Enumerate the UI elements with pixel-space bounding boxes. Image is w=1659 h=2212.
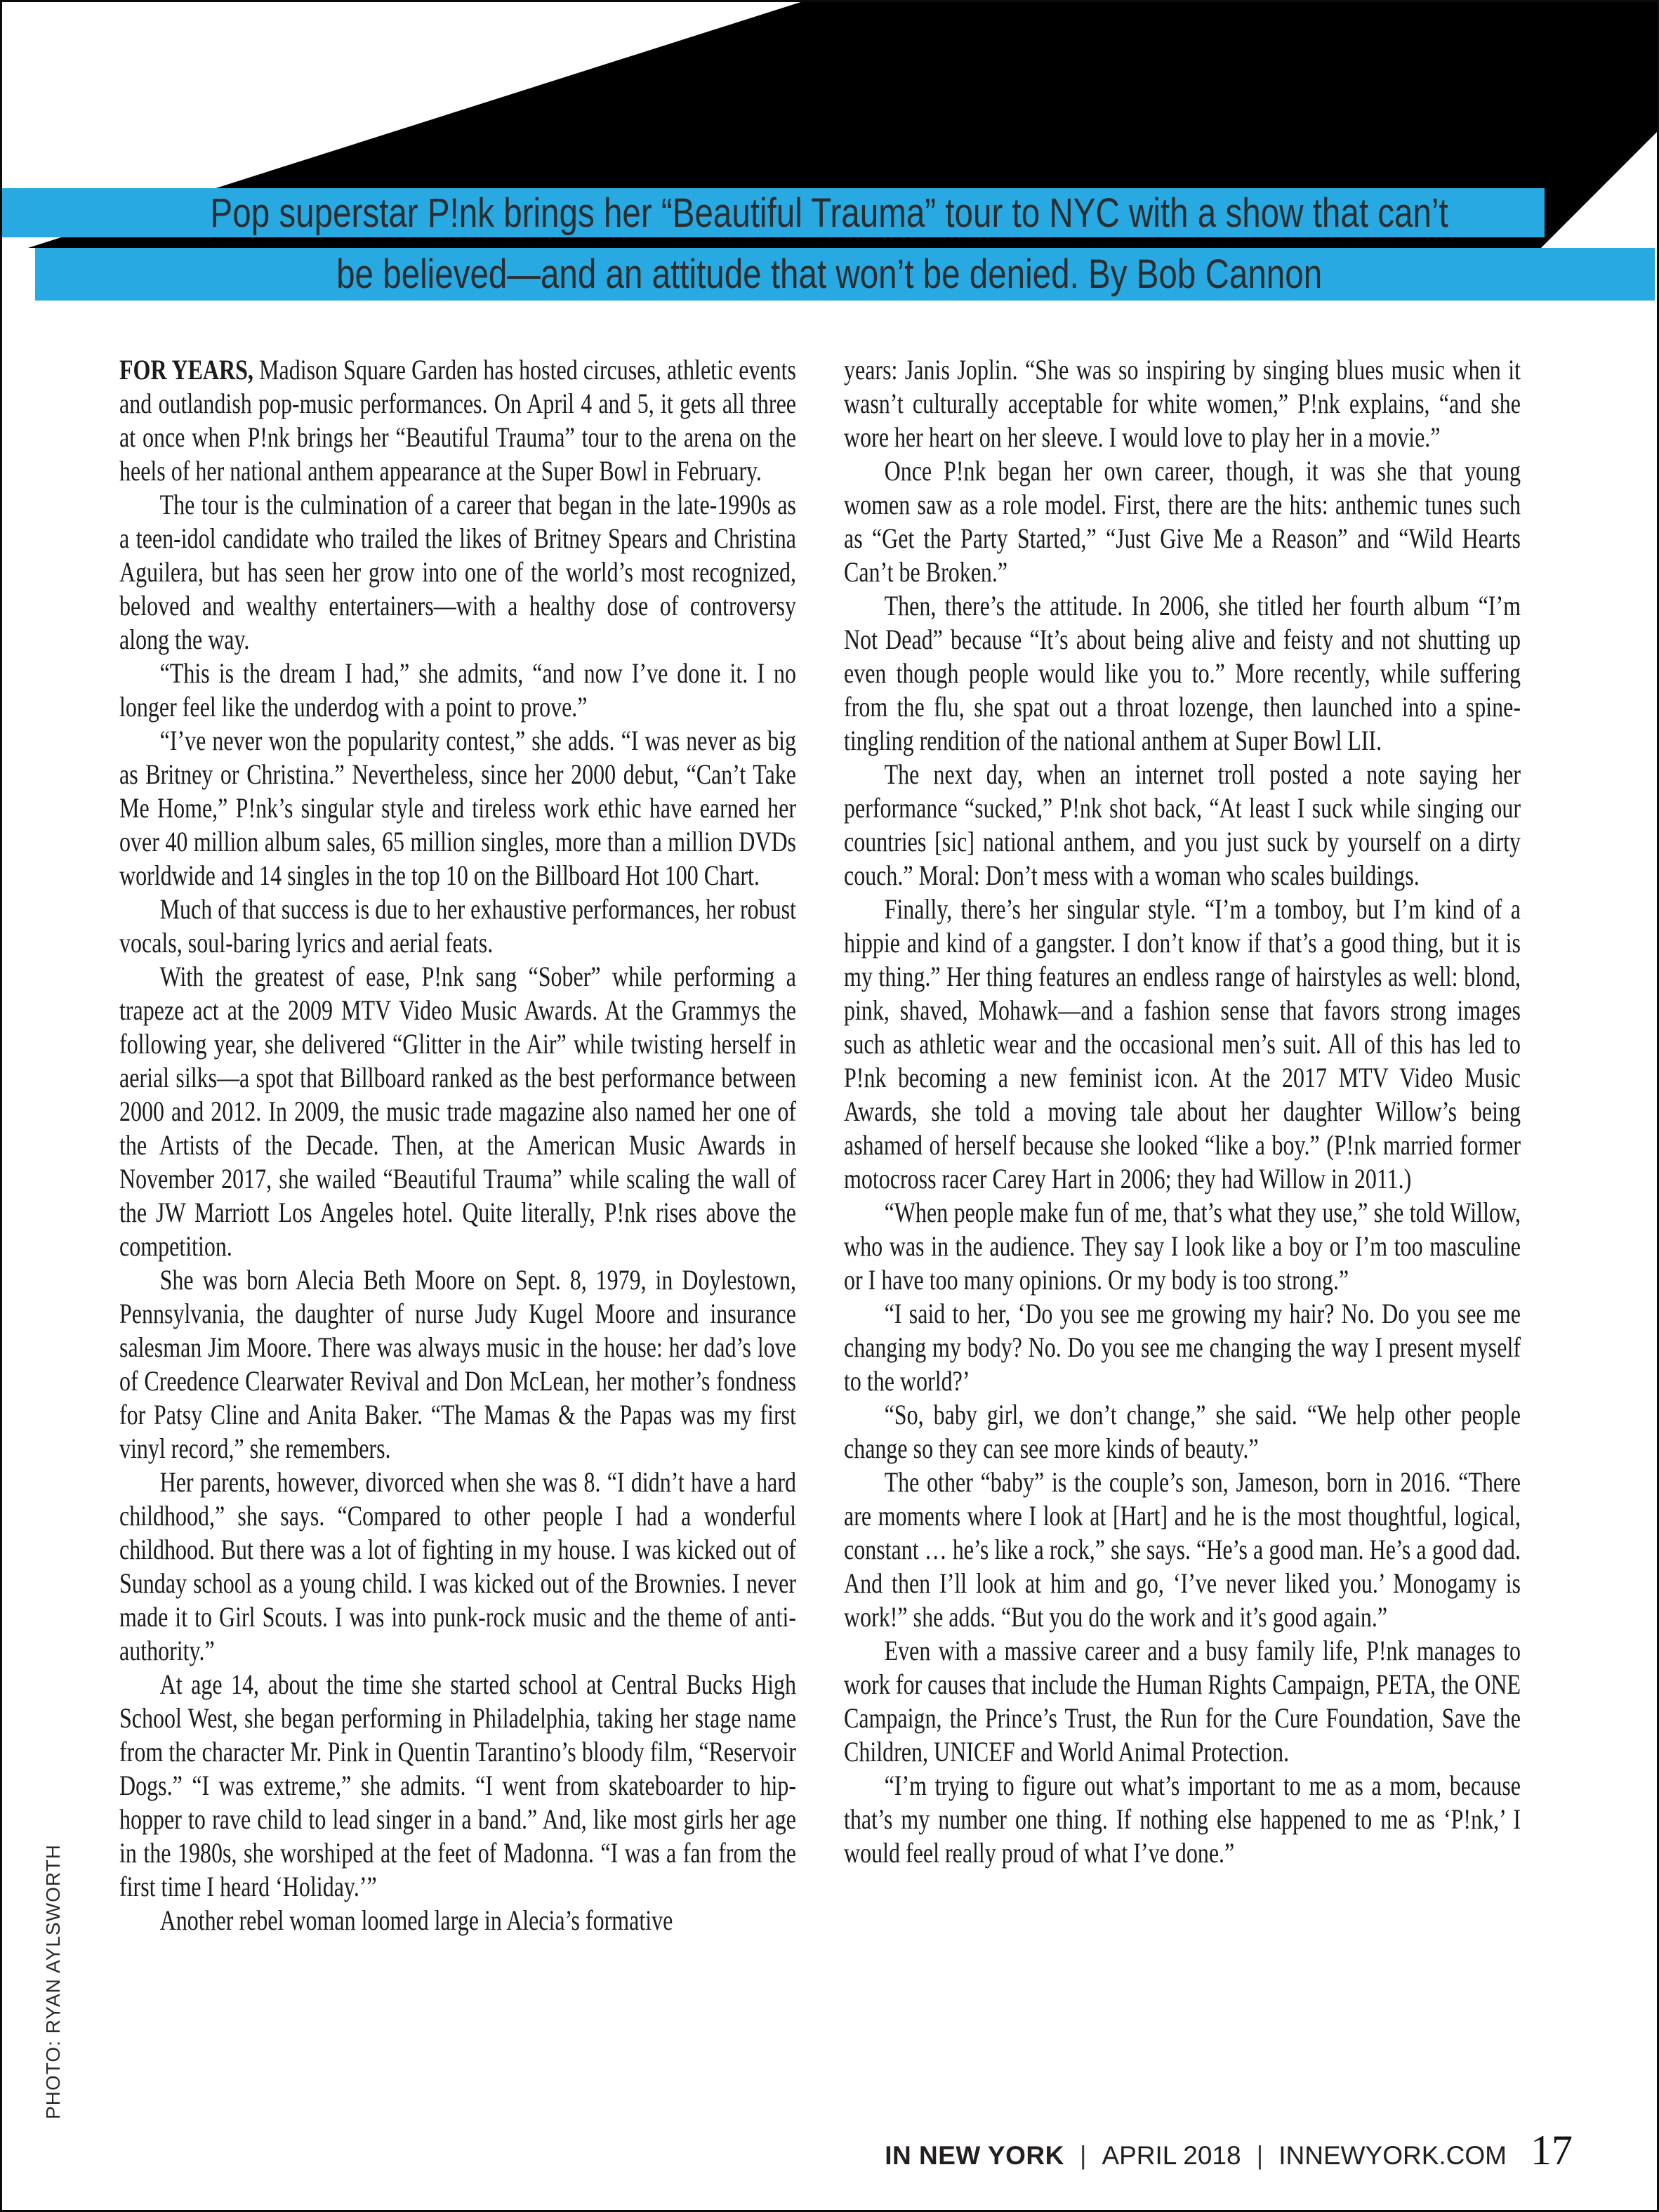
paragraph: The other “baby” is the couple’s son, Jameson, born in 2016. “There are moments where I look at [Hart] and he is the most thoughtful, logical, constant … he’s like a rock,” she says. “He’s a good man. He’s a good dad. And then I’ll look at him and go, ‘I’ve never liked you.’ Monogamy is work!” she adds. “But you do the work and it’s good again.” bbox=[844, 1466, 1521, 1633]
paragraph: “I’ve never won the popularity contest,” she adds. “I was never as big as Britney or Christina.” Nevertheless, since her 2000 debut, “Can’t Take Me Home,” P!nk’s singular style and tireless work ethic have earned her over 40 million album sales, 65 million singles, more than a million DVDs worldwide and 14 singles in the top 10 on the Billboard Hot 100 Chart. bbox=[119, 725, 797, 891]
lead-phrase: FOR YEARS, bbox=[119, 354, 253, 386]
paragraph: “I’m trying to figure out what’s important to me as a mom, because that’s my number one thing. If nothing else happened to me as ‘P!nk,’ I would feel really proud of what I’ve done.” bbox=[844, 1770, 1521, 1869]
headline-line-1: Pop superstar P!nk brings her “Beautiful Trauma” tour to NYC with a show that can’t bbox=[210, 190, 1449, 236]
footer-separator: | bbox=[1079, 2141, 1087, 2170]
photo-credit: PHOTO: RYAN AYLSWORTH bbox=[42, 1844, 64, 2119]
paragraph: Much of that success is due to her exhaustive performances, her robust vocals, soul-baring lyrics and aerial feats. bbox=[119, 893, 797, 959]
paragraph-text: Madison Square Garden has hosted circuses, athletic events and outlandish pop-music performances. On April 4 and 5, it gets all three at once when P!nk brings her “Beautiful Trauma” tour to the arena on the heels of her national anthem appearance at the Super Bowl in February. bbox=[119, 354, 796, 487]
magazine-title: IN NEW YORK bbox=[885, 2141, 1064, 2170]
paragraph: Her parents, however, divorced when she was 8. “I didn’t have a hard childhood,” she says. “Compared to other people I had a wonderful childhood. But there was a lot of fighting in my house. I was kicked out of Sunday school as a young child. I was kicked out of the Brownies. I never made it to Girl Scouts. I was into punk-rock music and the theme of anti-authority.” bbox=[119, 1466, 797, 1666]
paragraph: years: Janis Joplin. “She was so inspiring by singing blues music when it wasn’t culturally acceptable for white women,” P!nk explains, “and she wore her heart on her sleeve. I would love to play her in a movie.” bbox=[844, 354, 1521, 453]
paragraph: The next day, when an internet troll posted a note saying her performance “sucked,” P!nk shot back, “At least I suck while singing our countries [sic] national anthem, and you just suck by yourself on a dirty couch.” Moral: Don’t mess with a woman who scales buildings. bbox=[844, 758, 1521, 891]
paragraph: “So, baby girl, we don’t change,” she said. “We help other people change so they can see more kinds of beauty.” bbox=[844, 1399, 1521, 1464]
paragraph-lead bbox=[119, 353, 796, 488]
paragraph: With the greatest of ease, P!nk sang “Sober” while performing a trapeze act at the 2009 MTV Video Music Awards. At the Grammys the following year, she delivered “Glitter in the Air” while twisting herself in aerial silks—a spot that Billboard ranked as the best performance between 2000 and 2012. In 2009, the music trade magazine also named her one of the Artists of the Decade. Then, at the American Music Awards in November 2017, she wailed “Beautiful Trauma” while scaling the wall of the JW Marriott Los Angeles hotel. Quite literally, P!nk rises above the competition. bbox=[119, 961, 797, 1262]
website-url: INNEWYORK.COM bbox=[1278, 2141, 1507, 2170]
article-left-column bbox=[119, 353, 796, 1937]
paragraph: “I said to her, ‘Do you see me growing my hair? No. Do you see me changing my body? No. Do you see me changing the way I present myself to the world?’ bbox=[844, 1298, 1521, 1397]
paragraph: The tour is the culmination of a career that began in the late-1990s as a teen-idol candidate who trailed the likes of Britney Spears and Christina Aguilera, but has seen her grow into one of the world’s most recognized, beloved and wealthy entertainers—with a healthy dose of controversy along the way. bbox=[119, 489, 797, 655]
headline-line-2: be believed—and an attitude that won’t be denied. By Bob Cannon bbox=[336, 251, 1323, 297]
paragraph: “When people make fun of me, that’s what they use,” she told Willow, who was in the audience. They say I look like a boy or I’m too masculine or I have too many opinions. Or my body is too strong.” bbox=[844, 1197, 1521, 1296]
paragraph: Once P!nk began her own career, though, it was she that young women saw as a role model. First, there are the hits: anthemic tunes such as “Get the Party Started,” “Just Give Me a Reason” and “Wild Hearts Can’t be Broken.” bbox=[844, 455, 1521, 588]
paragraph: At age 14, about the time she started school at Central Bucks High School West, she began performing in Philadelphia, taking her stage name from the character Mr. Pink in Quentin Tarantino’s bloody film, “Reservoir Dogs.” “I was extreme,” she admits. “I went from skateboarder to hip-hopper to rave child to lead singer in a band.” And, like most girls her age in the 1980s, she worshiped at the feet of Madonna. “I was a fan from the first time I heard ‘Holiday.’” bbox=[119, 1668, 797, 1902]
article-right-column bbox=[844, 353, 1521, 1870]
paragraph: Even with a massive career and a busy family life, P!nk manages to work for causes that include the Human Rights Campaign, PETA, the ONE Campaign, the Prince’s Trust, the Run for the Cure Foundation, Save the Children, UNICEF and World Animal Protection. bbox=[844, 1635, 1521, 1767]
page-number: 17 bbox=[1531, 2127, 1573, 2173]
paragraph: Then, there’s the attitude. In 2006, she titled her fourth album “I’m Not Dead” because “It’s about being alive and feisty and not shutting up even though people would like you to.” More recently, while suffering from the flu, she spat out a throat lozenge, then launched into a spine-tingling rendition of the national anthem at Super Bowl LII. bbox=[844, 590, 1521, 756]
issue-date: APRIL 2018 bbox=[1102, 2141, 1241, 2170]
paragraph: She was born Alecia Beth Moore on Sept. 8, 1979, in Doylestown, Pennsylvania, the daughter of nurse Judy Kugel Moore and insurance salesman Jim Moore. There was always music in the house: her dad’s love of Creedence Clearwater Revival and Don McLean, her mother’s fondness for Patsy Cline and Anita Baker. “The Mamas & the Papas was my first vinyl record,” she remembers. bbox=[119, 1264, 797, 1464]
page-footer bbox=[885, 2126, 1573, 2175]
paragraph: Another rebel woman loomed large in Alecia’s formative bbox=[159, 1904, 673, 1936]
paragraph: Finally, there’s her singular style. “I’m a tomboy, but I’m kind of a hippie and kind of a gangster. I don’t know if that’s a good thing, but it is my thing.” Her thing features an endless range of hairstyles as well: blond, pink, shaved, Mohawk—and a fashion sense that favors strong images such as athletic wear and the occasional men’s suit. All of this has led to P!nk becoming a new feminist icon. At the 2017 MTV Video Music Awards, she told a moving tale about her daughter Willow’s being ashamed of herself because she looked “like a boy.” (P!nk married former motocross racer Carey Hart in 2006; they had Willow in 2011.) bbox=[844, 893, 1521, 1194]
paragraph: “This is the dream I had,” she admits, “and now I’ve done it. I no longer feel like the underdog with a point to prove.” bbox=[119, 657, 797, 723]
footer-separator: | bbox=[1256, 2141, 1264, 2170]
